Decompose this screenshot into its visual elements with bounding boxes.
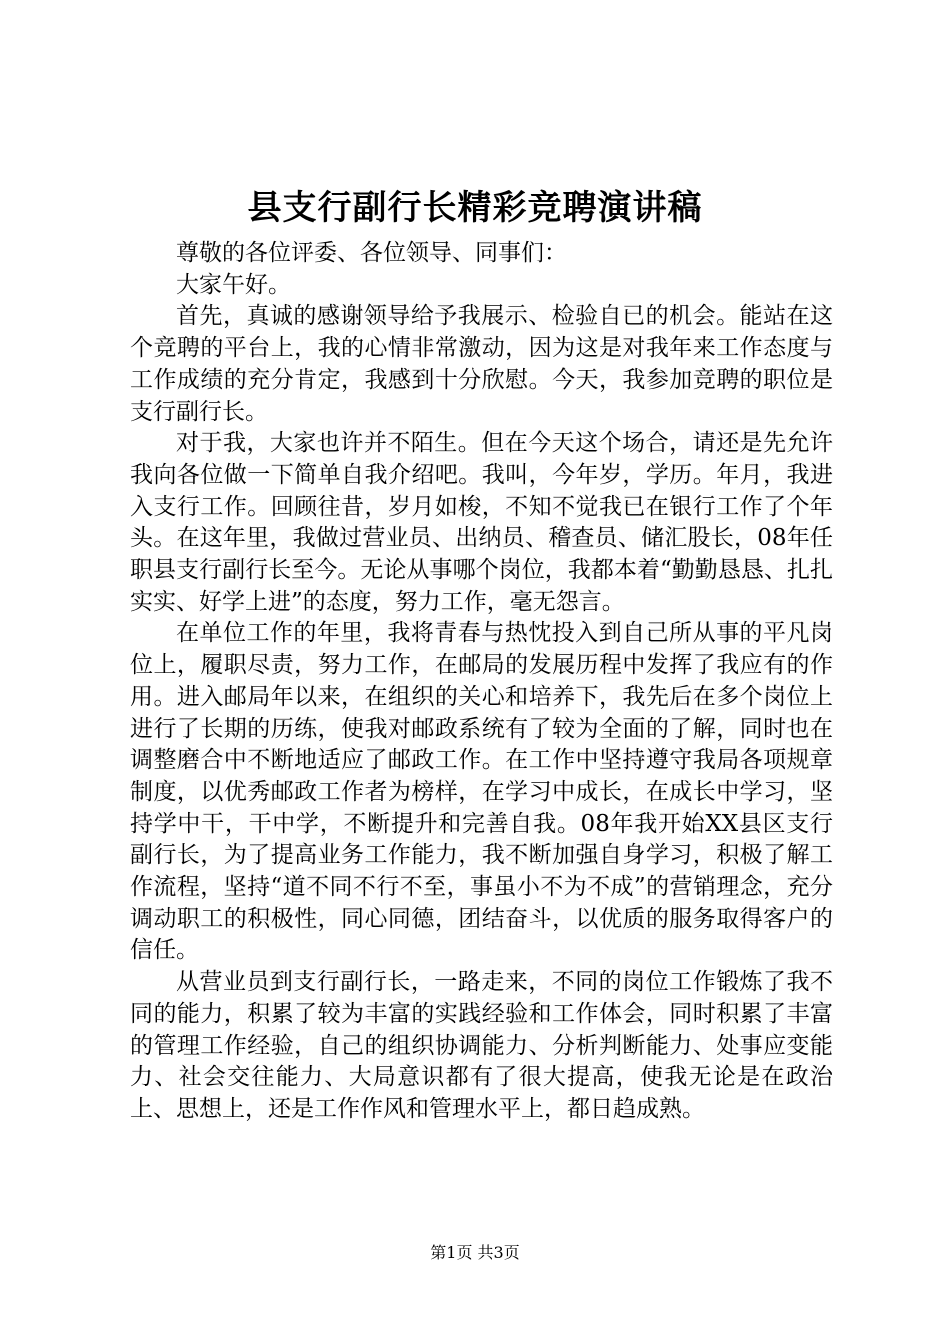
body-paragraph: 在单位工作的年里，我将青春与热忱投入到自己所从事的平凡岗位上，履职尽责，努力工作，在邮局的发展历程中发挥了我应有的作用。进入邮局年以来，在组织的关心和培养下，我先后在多个岗位上进行了长期的历练，使我对邮政系统有了较为全面的了解，同时也在调整磨合中不断地适应了邮政工作。在工作中坚持遵守我局各项规章制度，以优秀邮政工作者为榜样，在学习中成长，在成长中学习，坚持学中干，干中学，不断提升和完善自我。08年我开始XX县区支行副行长，为了提高业务工作能力，我不断加强自身学习，积极了解工作流程，坚持“道不同不行不至，事虽小不为不成”的营销理念，充分调动职工的积极性，同心同德，团结奋斗，以优质的服务取得客户的信任。 (130, 620, 833, 964)
body-paragraph: 首先，真诚的感谢领导给予我展示、检验自已的机会。能站在这个竞聘的平台上，我的心情非常激动，因为这是对我年来工作态度与工作成绩的充分肯定，我感到十分欣慰。今天，我参加竞聘的职位是支行副行长。 (130, 303, 833, 425)
page-footer (0, 1243, 950, 1263)
greeting-paragraph: 大家午好。 (176, 271, 291, 298)
salutation-paragraph: 尊敬的各位评委、各位领导、同事们： (176, 240, 567, 266)
body-paragraph: 对于我，大家也许并不陌生。但在今天这个场合，请还是先允许我向各位做一下简单自我介绍吧。我叫，今年岁，学历。年月，我进入支行工作。回顾往昔，岁月如梭，不知不觉我已在银行工作了个年头。在这年里，我做过营业员、出纳员、稽查员、储汇股长，08年任职县支行副行长至今。无论从事哪个岗位，我都本着“勤勤恳恳、扎扎实实、好学上进”的态度，努力工作，毫无怨言。 (130, 430, 833, 615)
document-title: 县支行副行长精彩竞聘演讲稿 (247, 188, 703, 228)
body-paragraph: 从营业员到支行副行长，一路走来，不同的岗位工作锻炼了我不同的能力，积累了较为丰富的实践经验和工作体会，同时积累了丰富的管理工作经验，自己的组织协调能力、分析判断能力、处事应变能力、社会交往能力、大局意识都有了很大提高，使我无论是在政治上、思想上，还是工作作风和管理水平上，都日趋成熟。 (130, 969, 833, 1122)
page-number-indicator: 第1页 共3页 (430, 1243, 520, 1262)
document-body (130, 238, 833, 1126)
